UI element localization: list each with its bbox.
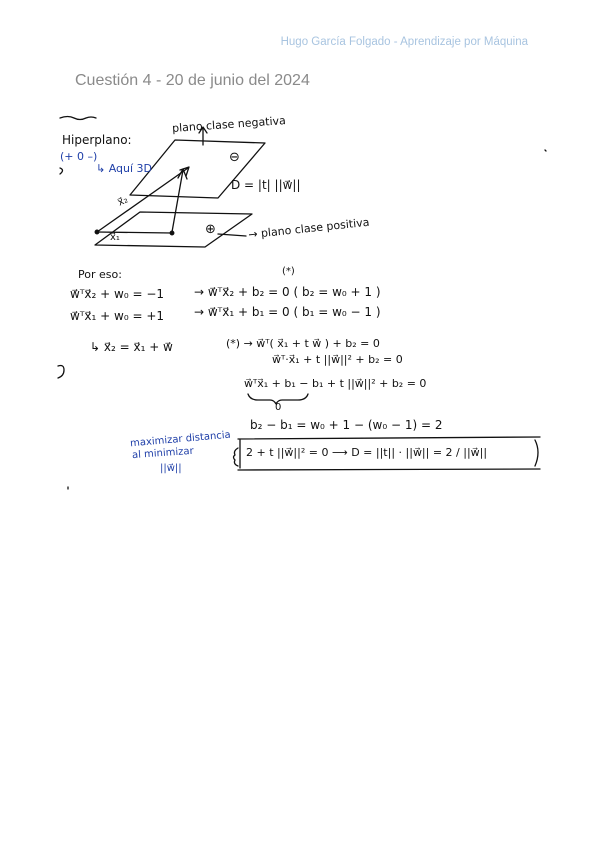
equation-3-c: w⃗ᵀx⃗₁ + b₁ − b₁ + t ||w⃗||² + b₂ = 0	[244, 377, 427, 390]
distance-label: D = |t| ||w⃗||	[231, 178, 301, 192]
plano-negativa-label: plano clase negativa	[171, 114, 287, 135]
equation-2-left: w⃗ᵀx⃗₁ + w₀ = +1	[70, 309, 165, 323]
underbrace-zero: 0	[275, 402, 282, 413]
plano-positiva-label: → plano clase positiva	[247, 215, 371, 242]
equation-4: b₂ − b₁ = w₀ + 1 − (w₀ − 1) = 2	[250, 418, 443, 432]
equation-1-left: w⃗ᵀx⃗₂ + w₀ = −1	[70, 287, 165, 301]
vector-x2-label: x⃗₂	[116, 194, 130, 209]
side-note-line-1: maximizar distancia	[129, 429, 232, 450]
vector-x2-arrow	[97, 167, 189, 232]
equation-3-left: ↳ x⃗₂ = x⃗₁ + w⃗	[90, 340, 173, 354]
vector-x1-arrow	[97, 232, 172, 233]
vector-x1-label: x⃗₁	[110, 232, 120, 243]
equation-1-right: → w⃗ᵀx⃗₂ + b₂ = 0 ( b₂ = w₀ + 1 )	[194, 285, 381, 299]
minus-sign: ⊖	[229, 150, 240, 165]
side-note-line-2: al minimizar	[131, 445, 195, 462]
stray-dot	[545, 150, 546, 151]
equation-5: 2 + t ||w⃗||² = 0 ⟶ D = ||t|| · ||w⃗|| = 2 / ||w⃗||	[246, 446, 488, 459]
plus-sign: ⊕	[205, 222, 216, 237]
brace-mark	[60, 168, 63, 174]
signs-label: (+ 0 –)	[60, 150, 98, 163]
header-author: Hugo García Folgado - Aprendizaje por Máquina	[280, 36, 528, 48]
equation-2-right: → w⃗ᵀx⃗₁ + b₁ = 0 ( b₁ = w₀ − 1 )	[194, 305, 381, 319]
side-note-brace	[234, 448, 239, 466]
scribble-mark	[60, 117, 96, 120]
por-eso-label: Por eso:	[78, 268, 122, 281]
star-mark: (*)	[282, 266, 295, 277]
aqui3d-label: ↳ Aquí 3D	[96, 162, 153, 175]
side-note-line-3: ||w⃗||	[160, 463, 182, 474]
equation-3-b: w⃗ᵀ·x⃗₁ + t ||w⃗||² + b₂ = 0	[272, 353, 403, 366]
equation-3-a: (*) → w⃗ᵀ( x⃗₁ + t w⃗ ) + b₂ = 0	[226, 337, 380, 350]
margin-mark	[58, 366, 64, 379]
hiperplano-label: Hiperplano:	[62, 133, 132, 147]
page-title: Cuestión 4 - 20 de junio del 2024	[75, 72, 310, 89]
